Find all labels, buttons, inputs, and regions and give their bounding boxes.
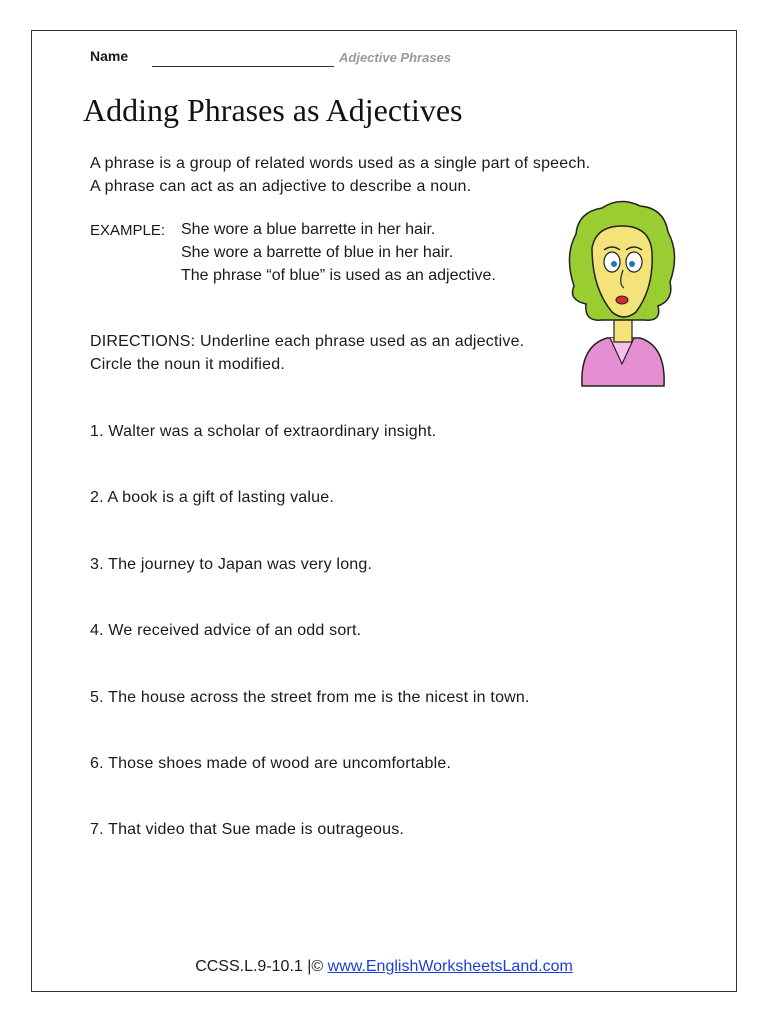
name-label: Name bbox=[90, 48, 129, 64]
name-input-line[interactable] bbox=[152, 66, 334, 67]
example-line-2: She wore a barrette of blue in her hair. bbox=[181, 244, 454, 261]
question-3: 3. The journey to Japan was very long. bbox=[90, 556, 373, 573]
footer bbox=[0, 958, 768, 976]
footer-website-link[interactable]: www.EnglishWorksheetsLand.com bbox=[327, 958, 573, 975]
directions-line-1: DIRECTIONS: Underline each phrase used as an adjective. bbox=[90, 333, 525, 350]
example-line-3: The phrase “of blue” is used as an adjective. bbox=[181, 267, 496, 284]
question-4: 4. We received advice of an odd sort. bbox=[90, 622, 362, 639]
example-line-1: She wore a blue barrette in her hair. bbox=[181, 221, 436, 238]
page-title: Adding Phrases as Adjectives bbox=[83, 92, 463, 128]
directions-line-2: Circle the noun it modified. bbox=[90, 356, 286, 373]
worksheet-header-title: Adjective Phrases bbox=[339, 50, 452, 65]
intro-line-2: A phrase can act as an adjective to describe a noun. bbox=[90, 178, 472, 195]
page-border bbox=[31, 30, 737, 992]
question-1: 1. Walter was a scholar of extraordinary insight. bbox=[90, 423, 437, 440]
question-2: 2. A book is a gift of lasting value. bbox=[90, 489, 334, 506]
example-label: EXAMPLE: bbox=[90, 222, 166, 239]
cartoon-woman-illustration bbox=[562, 196, 682, 396]
footer-standard: CCSS.L.9-10.1 |© bbox=[195, 958, 324, 975]
question-7: 7. That video that Sue made is outrageous. bbox=[90, 821, 405, 838]
intro-line-1: A phrase is a group of related words used as a single part of speech. bbox=[90, 155, 591, 172]
question-5: 5. The house across the street from me is the nicest in town. bbox=[90, 689, 530, 706]
question-6: 6. Those shoes made of wood are uncomfortable. bbox=[90, 755, 452, 772]
